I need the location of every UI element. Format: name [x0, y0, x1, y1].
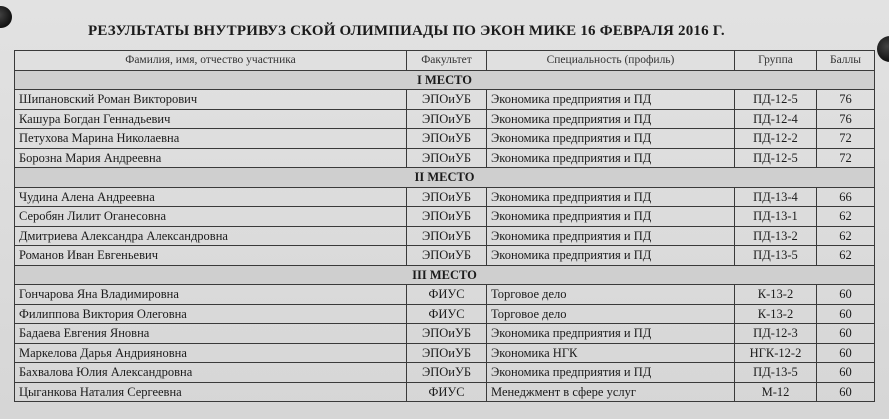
place-label: II МЕСТО	[15, 168, 875, 188]
place-label: III МЕСТО	[15, 265, 875, 285]
score-cell: 62	[817, 246, 875, 266]
table-row	[15, 363, 875, 383]
faculty-cell: ЭПОиУБ	[407, 129, 487, 149]
score-cell: 60	[817, 343, 875, 363]
faculty-cell: ЭПОиУБ	[407, 324, 487, 344]
score-cell: 60	[817, 285, 875, 305]
specialty-cell: Менеджмент в сфере услуг	[487, 382, 735, 402]
score-cell: 72	[817, 148, 875, 168]
participant-name: Гончарова Яна Владимировна	[15, 285, 407, 305]
participant-name: Цыганкова Наталия Сергеевна	[15, 382, 407, 402]
table-row	[15, 109, 875, 129]
score-cell: 76	[817, 109, 875, 129]
score-cell: 62	[817, 226, 875, 246]
specialty-cell: Экономика предприятия и ПД	[487, 90, 735, 110]
group-cell: ПД-13-2	[735, 226, 817, 246]
results-table	[14, 50, 875, 402]
participant-name: Чудина Алена Андреевна	[15, 187, 407, 207]
pushpin-icon	[0, 6, 12, 28]
place-row	[15, 265, 875, 285]
participant-name: Филиппова Виктория Олеговна	[15, 304, 407, 324]
score-cell: 60	[817, 382, 875, 402]
header-score: Баллы	[817, 51, 875, 71]
participant-name: Бахвалова Юлия Александровна	[15, 363, 407, 383]
group-cell: НГК-12-2	[735, 343, 817, 363]
table-row	[15, 90, 875, 110]
specialty-cell: Торговое дело	[487, 304, 735, 324]
faculty-cell: ЭПОиУБ	[407, 109, 487, 129]
faculty-cell: ЭПОиУБ	[407, 90, 487, 110]
group-cell: М-12	[735, 382, 817, 402]
group-cell: ПД-13-5	[735, 246, 817, 266]
table-row	[15, 382, 875, 402]
group-cell: ПД-13-5	[735, 363, 817, 383]
place-row	[15, 168, 875, 188]
faculty-cell: ЭПОиУБ	[407, 363, 487, 383]
table-row	[15, 148, 875, 168]
table-row	[15, 343, 875, 363]
group-cell: К-13-2	[735, 285, 817, 305]
specialty-cell: Экономика предприятия и ПД	[487, 148, 735, 168]
score-cell: 62	[817, 207, 875, 227]
page-title: РЕЗУЛЬТАТЫ ВНУТРИВУЗ СКОЙ ОЛИМПИАДЫ ПО ЭКОН МИКЕ 16 ФЕВРАЛЯ 2016 Г.	[88, 23, 725, 39]
header-faculty: Факультет	[407, 51, 487, 71]
header-group: Группа	[735, 51, 817, 71]
participant-name: Маркелова Дарья Андрияновна	[15, 343, 407, 363]
participant-name: Шипановский Роман Викторович	[15, 90, 407, 110]
group-cell: ПД-12-2	[735, 129, 817, 149]
table-row	[15, 285, 875, 305]
group-cell: ПД-12-4	[735, 109, 817, 129]
group-cell: ПД-12-5	[735, 90, 817, 110]
faculty-cell: ЭПОиУБ	[407, 226, 487, 246]
participant-name: Романов Иван Евгеньевич	[15, 246, 407, 266]
faculty-cell: ЭПОиУБ	[407, 187, 487, 207]
table-row	[15, 324, 875, 344]
score-cell: 72	[817, 129, 875, 149]
place-label: I МЕСТО	[15, 70, 875, 90]
participant-name: Бадаева Евгения Яновна	[15, 324, 407, 344]
faculty-cell: ФИУС	[407, 382, 487, 402]
header-row	[15, 51, 875, 71]
score-cell: 66	[817, 187, 875, 207]
score-cell: 76	[817, 90, 875, 110]
score-cell: 60	[817, 363, 875, 383]
table-row	[15, 226, 875, 246]
specialty-cell: Экономика предприятия и ПД	[487, 226, 735, 246]
specialty-cell: Экономика предприятия и ПД	[487, 187, 735, 207]
group-cell: ПД-12-5	[735, 148, 817, 168]
pushpin-icon	[877, 36, 889, 62]
faculty-cell: ЭПОиУБ	[407, 207, 487, 227]
specialty-cell: Торговое дело	[487, 285, 735, 305]
specialty-cell: Экономика НГК	[487, 343, 735, 363]
participant-name: Дмитриева Александра Александровна	[15, 226, 407, 246]
faculty-cell: ЭПОиУБ	[407, 343, 487, 363]
participant-name: Кашура Богдан Геннадьевич	[15, 109, 407, 129]
specialty-cell: Экономика предприятия и ПД	[487, 129, 735, 149]
group-cell: ПД-13-1	[735, 207, 817, 227]
faculty-cell: ФИУС	[407, 285, 487, 305]
group-cell: К-13-2	[735, 304, 817, 324]
participant-name: Серобян Лилит Оганесовна	[15, 207, 407, 227]
table-row	[15, 129, 875, 149]
participant-name: Борозна Мария Андреевна	[15, 148, 407, 168]
table-row	[15, 246, 875, 266]
header-name: Фамилия, имя, отчество участника	[15, 51, 407, 71]
specialty-cell: Экономика предприятия и ПД	[487, 363, 735, 383]
table-row	[15, 207, 875, 227]
group-cell: ПД-13-4	[735, 187, 817, 207]
specialty-cell: Экономика предприятия и ПД	[487, 246, 735, 266]
specialty-cell: Экономика предприятия и ПД	[487, 324, 735, 344]
faculty-cell: ФИУС	[407, 304, 487, 324]
specialty-cell: Экономика предприятия и ПД	[487, 109, 735, 129]
place-row	[15, 70, 875, 90]
header-specialty: Специальность (профиль)	[487, 51, 735, 71]
faculty-cell: ЭПОиУБ	[407, 246, 487, 266]
table-row	[15, 187, 875, 207]
score-cell: 60	[817, 304, 875, 324]
specialty-cell: Экономика предприятия и ПД	[487, 207, 735, 227]
score-cell: 60	[817, 324, 875, 344]
table-row	[15, 304, 875, 324]
faculty-cell: ЭПОиУБ	[407, 148, 487, 168]
participant-name: Петухова Марина Николаевна	[15, 129, 407, 149]
group-cell: ПД-12-3	[735, 324, 817, 344]
